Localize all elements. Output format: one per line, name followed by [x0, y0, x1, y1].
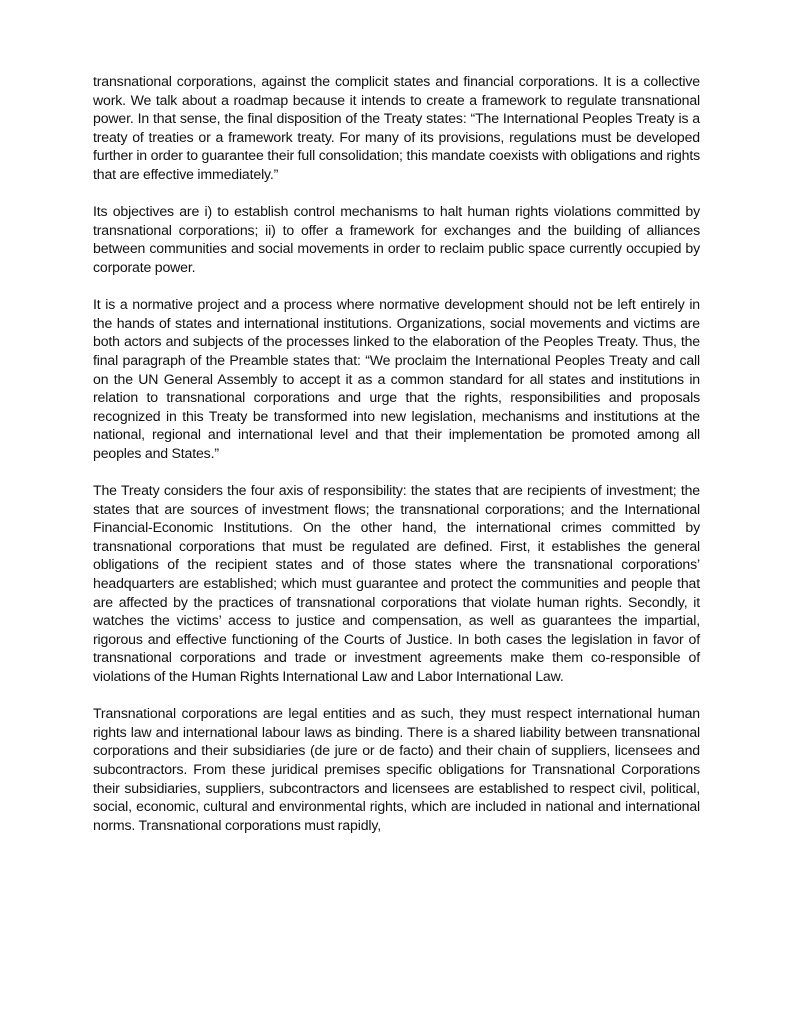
paragraph-3: It is a normative project and a process where normative development should not be left entirely in the hands of states and international institutions. Organizations, social movements and victims are both actors and subjects of the processes linked to the elaboration of the Peoples Treaty. Thus, the final paragraph of the Preamble states that: “We proclaim the International Peoples Treaty and call on the UN General Assembly to accept it as a common standard for all states and institutions in relation to transnational corporations and urge that the rights, responsibilities and proposals recognized in this Treaty be transformed into new legislation, mechanisms and institutions at the national, regional and international level and that their implementation be promoted among all peoples and States.” — [93, 296, 700, 461]
paragraph-4: The Treaty considers the four axis of responsibility: the states that are recipients of investment; the states that are sources of investment flows; the transnational corporations; and the International Financial-Economic Institutions. On the other hand, the international crimes committed by transnational corporations that must be regulated are defined. First, it establishes the general obligations of the recipient states and of those states where the transnational corporations’ headquarters are established; which must guarantee and protect the communities and people that are affected by the practices of transnational corporations that violate human rights. Secondly, it watches the victims’ access to justice and compensation, as well as guarantees the impartial, rigorous and effective functioning of the Courts of Justice. In both cases the legislation in favor of transnational corporations and trade or investment agreements make them co-responsible of violations of the Human Rights International Law and Labor International Law. — [93, 482, 700, 684]
body-text — [93, 72, 700, 853]
paragraph-5: Transnational corporations are legal entities and as such, they must respect international human rights law and international labour laws as binding. There is a shared liability between transnational corporations and their subsidiaries (de jure or de facto) and their chain of suppliers, licensees and subcontractors. From these juridical premises specific obligations for Transnational Corporations their subsidiaries, suppliers, subcontractors and licensees are established to respect civil, political, social, economic, cultural and environmental rights, which are included in national and international norms. Transnational corporations must rapidly, — [93, 705, 700, 833]
paragraph-1: transnational corporations, against the complicit states and financial corporations. It is a collective work. We talk about a roadmap because it intends to create a framework to regulate transnational power. In that sense, the final disposition of the Treaty states: “The International Peoples Treaty is a treaty of treaties or a framework treaty. For many of its provisions, regulations must be developed further in order to guarantee their full consolidation; this mandate coexists with obligations and rights that are effective immediately.” — [93, 73, 700, 182]
paragraph-2: Its objectives are i) to establish control mechanisms to halt human rights violations committed by transnational corporations; ii) to offer a framework for exchanges and the building of alliances between communities and social movements in order to reclaim public space currently occupied by corporate power. — [93, 203, 700, 275]
